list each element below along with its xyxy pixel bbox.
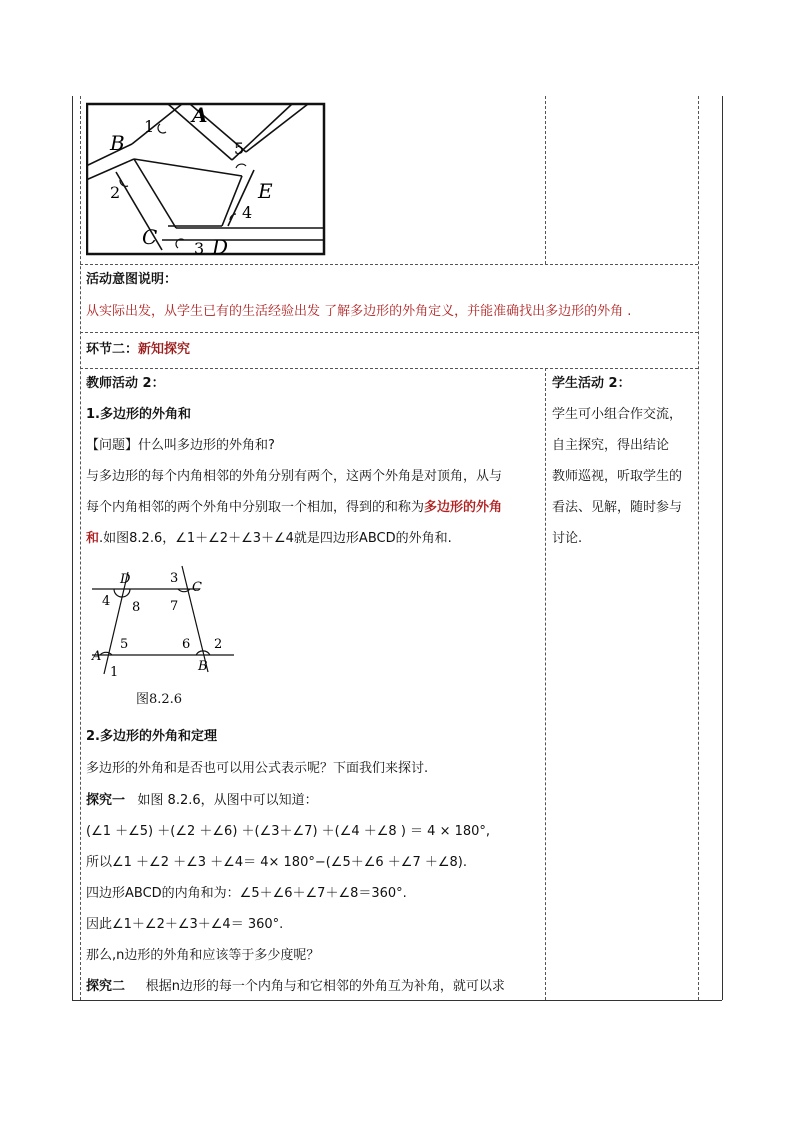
- map-angle-3: 3: [194, 239, 205, 256]
- student-line-1: 学生可小组合作交流，: [552, 407, 683, 422]
- row-divider-1: [80, 264, 698, 265]
- map-angle-1: 1: [144, 117, 155, 136]
- explore2-label: 探究二: [86, 979, 126, 994]
- teacher-para1-line2: [86, 498, 502, 518]
- explore1-text: 如图 8.2.6，从图中可以知道：: [137, 793, 318, 808]
- quad-angle-3: 3: [170, 571, 179, 586]
- section-heading: [86, 340, 190, 360]
- term-exterior-angle-sum: 多边形的外角: [424, 500, 503, 515]
- equation-1: (∠1 ＋∠5) ＋(∠2 ＋∠6) ＋(∠3＋∠7) ＋(∠4 ＋∠8 ) ＝ 4 × 180°,: [86, 824, 491, 839]
- teacher-para1-line1: 与多边形的每个内角相邻的外角分别有两个，这两个外角是对顶角，从与: [86, 469, 503, 484]
- vertex-B: B: [198, 659, 208, 674]
- student-line-2: 自主探究，得出结论: [552, 438, 670, 453]
- vertex-C: C: [192, 580, 202, 595]
- intent-body: 从实际出发，从学生已有的生活经验出发 了解多边形的外角定义，并能准确找出多边形的外角 .: [86, 304, 632, 319]
- quad-angle-7: 7: [170, 599, 179, 614]
- student-line-4: 看法、见解，随时参与: [552, 500, 683, 515]
- column-divider-bottom: [545, 368, 546, 1000]
- street-map-figure: [86, 102, 326, 256]
- teacher-sub1: 1.多边形的外角和: [86, 407, 191, 422]
- explore1-line: [86, 791, 318, 811]
- map-label-E: E: [258, 179, 273, 203]
- para1-line3-text: .如图8.2.6，∠1＋∠2＋∠3＋∠4就是四边形ABCD的外角和.: [99, 531, 452, 546]
- quad-angle-2: 2: [214, 637, 223, 652]
- teacher-question: 【问题】什么叫多边形的外角和?: [86, 438, 275, 453]
- teacher-line-q: 多边形的外角和是否也可以用公式表示呢？下面我们来探讨.: [86, 761, 429, 776]
- vertex-A: A: [92, 649, 102, 664]
- table-inner-left: [80, 96, 81, 1000]
- table-border-right: [722, 96, 723, 1000]
- map-label-B: B: [110, 131, 125, 155]
- map-angle-2: 2: [110, 183, 121, 202]
- row-divider-3: [80, 368, 698, 369]
- map-label-D: D: [212, 235, 229, 256]
- vertex-D: D: [120, 572, 131, 587]
- quad-angle-8: 8: [132, 600, 141, 615]
- equation-4: 因此∠1＋∠2＋∠3＋∠4＝ 360°.: [86, 917, 284, 932]
- intent-heading: 活动意图说明：: [86, 272, 178, 287]
- explore2-line: [86, 977, 505, 997]
- quad-angle-4: 4: [102, 594, 111, 609]
- term-sum-char: 和: [86, 531, 100, 546]
- quad-angle-6: 6: [182, 637, 191, 652]
- section-title: 新知探究: [138, 342, 191, 357]
- quad-angle-1: 1: [110, 665, 119, 680]
- figure-caption: 图8.2.6: [136, 692, 183, 707]
- map-label-A: A: [192, 103, 208, 127]
- teacher-sub2: 2.多边形的外角和定理: [86, 729, 217, 744]
- student-heading: 学生活动 2：: [552, 376, 631, 391]
- map-label-C: C: [142, 225, 158, 249]
- table-border-bottom: [72, 1000, 722, 1001]
- section-prefix: 环节二：: [86, 342, 139, 357]
- map-angle-5: 5: [234, 139, 245, 158]
- explore1-label: 探究一: [86, 793, 126, 808]
- teacher-para1-line3: [86, 529, 452, 549]
- table-border-left: [72, 96, 73, 1000]
- equation-2: 所以∠1 ＋∠2 ＋∠3 ＋∠4＝ 4× 180°−(∠5＋∠6 ＋∠7 ＋∠8).: [86, 855, 467, 870]
- equation-3: 四边形ABCD的内角和为：∠5＋∠6＋∠7＋∠8＝360°.: [86, 886, 407, 901]
- teacher-heading: 教师活动 2：: [86, 376, 165, 391]
- row-divider-2: [80, 332, 698, 333]
- teacher-line-n: 那么,n边形的外角和应该等于多少度呢？: [86, 948, 320, 963]
- column-divider-top: [545, 96, 546, 264]
- student-line-5: 讨论.: [552, 531, 583, 546]
- map-angle-4: 4: [242, 203, 253, 222]
- table-inner-right: [698, 96, 699, 1000]
- quadrilateral-figure: [86, 562, 246, 686]
- student-line-3: 教师巡视，听取学生的: [552, 469, 683, 484]
- explore2-text: 根据n边形的每一个内角与和它相邻的外角互为补角，就可以求: [145, 979, 505, 994]
- para1-line2-text: 每个内角相邻的两个外角中分别取一个相加，得到的和称为: [86, 500, 425, 515]
- quad-angle-5: 5: [120, 637, 129, 652]
